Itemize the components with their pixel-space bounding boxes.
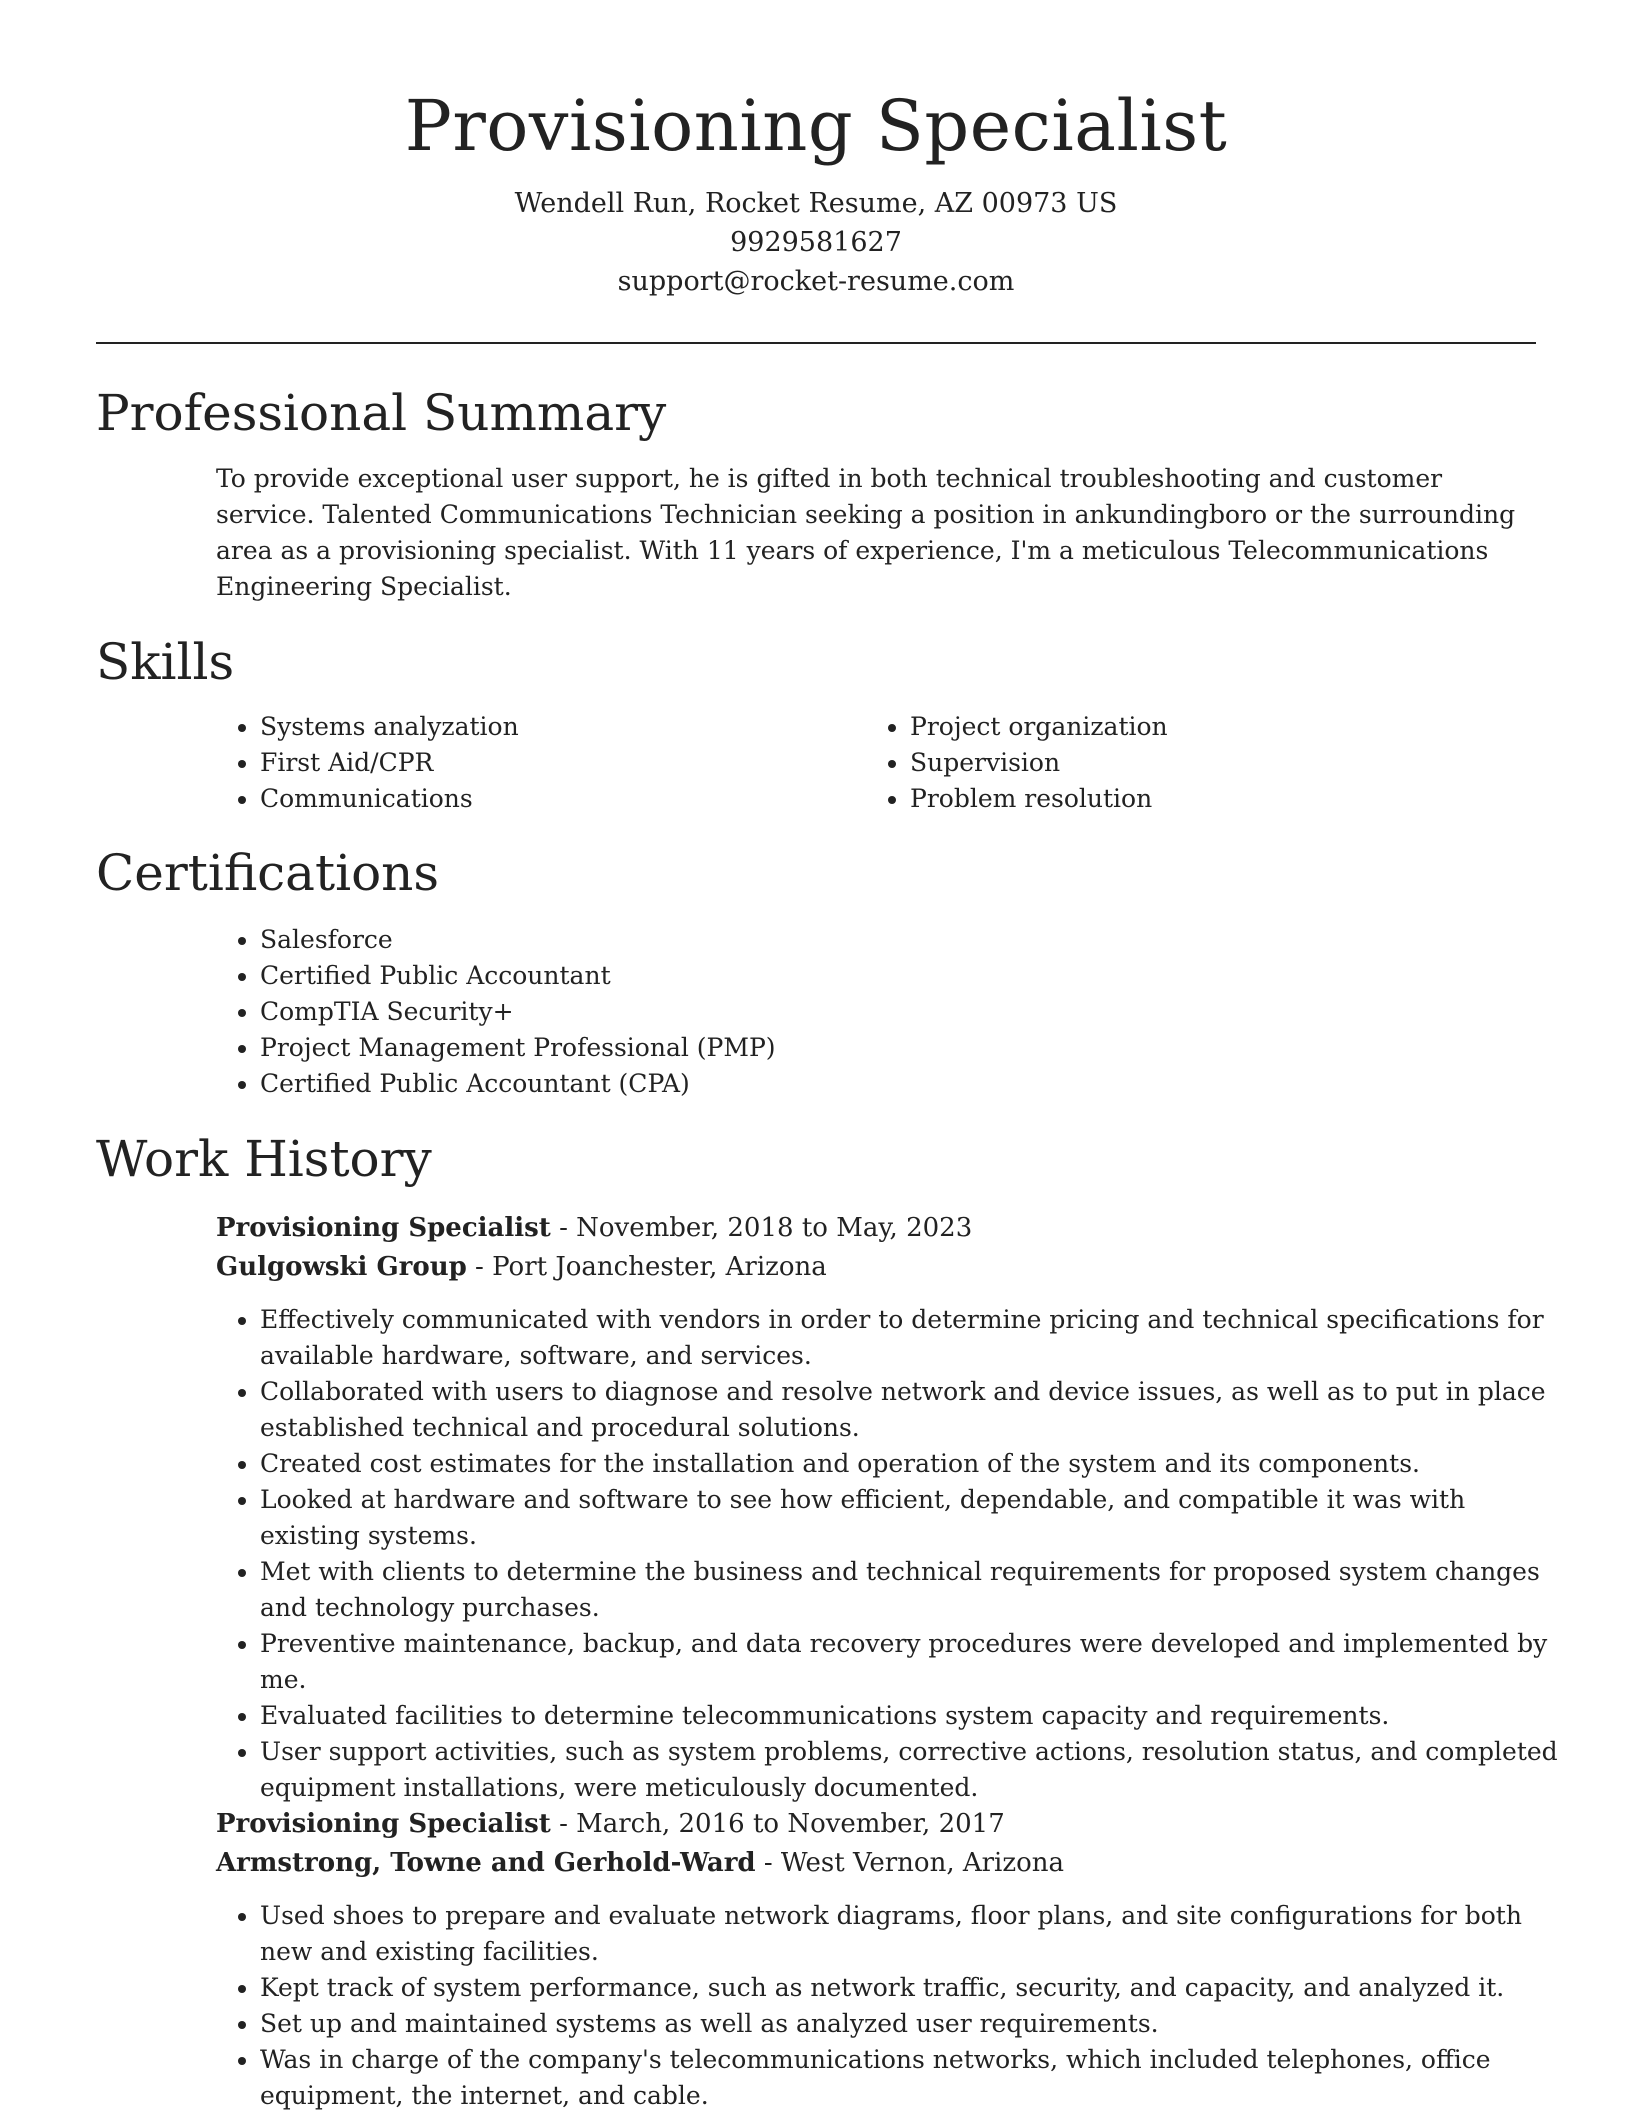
skill-item: • Systems analyzation — [260, 709, 820, 745]
job-responsibilities — [216, 1302, 1560, 1806]
certification-item: • Salesforce — [260, 922, 1560, 958]
summary-heading: Professional Summary — [96, 384, 667, 442]
job-company: Armstrong, Towne and Gerhold-Ward — [216, 1848, 756, 1878]
certification-item: • CompTIA Security+ — [260, 994, 1560, 1030]
responsibility-item: • Looked at hardware and software to see how efficient, dependable, and compatible it was with existing systems. — [260, 1482, 1560, 1554]
responsibility-item: • Evaluated facilities to determine telecommunications system capacity and requirements. — [260, 1698, 1560, 1734]
skills-list-right — [866, 709, 1510, 817]
responsibility-item: • Collaborated with users to diagnose and resolve network and device issues, as well as to put in place established technical and procedural solutions. — [260, 1374, 1560, 1446]
skill-item: • Communications — [260, 781, 820, 817]
job-title-line — [216, 1208, 972, 1248]
email: support@rocket-resume.com — [617, 266, 1015, 297]
address: Wendell Run, Rocket Resume, AZ 00973 US — [514, 188, 1118, 219]
responsibility-item: • Set up and maintained systems as well as analyzed user requirements. — [260, 2006, 1560, 2042]
responsibility-item: • Created cost estimates for the installation and operation of the system and its components. — [260, 1446, 1560, 1482]
summary-text: To provide exceptional user support, he is gifted in both technical troubleshooting and customer service. Talented Communications Technician seeking a position in ankundingboro or the surrounding area as a provisioning specialist. With 11 years of experience, I'm a meticulous Telecommunications Engineering Specialist. — [216, 464, 1516, 601]
job-role: Provisioning Specialist — [216, 1213, 551, 1243]
job-location: - Port Joanchester, Arizona — [466, 1252, 827, 1282]
certifications-heading: Certifications — [96, 844, 440, 902]
job-company: Gulgowski Group — [216, 1252, 467, 1282]
job-responsibilities — [216, 1898, 1560, 2114]
skill-item: • Problem resolution — [910, 781, 1510, 817]
responsibility-item: • User support activities, such as system problems, corrective actions, resolution status, and completed equipment installations, were meticulously documented. — [260, 1734, 1560, 1806]
work-history-heading: Work History — [96, 1130, 432, 1188]
skill-item: • First Aid/CPR — [260, 745, 820, 781]
header-divider — [96, 342, 1536, 344]
job-dates: - November, 2018 to May, 2023 — [550, 1213, 973, 1243]
certifications-list — [216, 922, 1560, 1102]
job-location: - West Vernon, Arizona — [755, 1848, 1064, 1878]
resume-header — [96, 78, 1536, 301]
certification-item: • Certified Public Accountant — [260, 958, 1560, 994]
certification-item: • Certified Public Accountant (CPA) — [260, 1066, 1560, 1102]
responsibility-item: • Was in charge of the company's telecommunications networks, which included telephones, office equipment, the internet, and cable. — [260, 2042, 1560, 2114]
skills-list-left — [216, 709, 820, 817]
responsibility-item: • Preventive maintenance, backup, and data recovery procedures were developed and implemented by me. — [260, 1626, 1560, 1698]
candidate-title: Provisioning Specialist — [404, 85, 1228, 167]
phone: 9929581627 — [730, 227, 902, 258]
job-role: Provisioning Specialist — [216, 1809, 551, 1839]
skills-heading: Skills — [96, 633, 235, 691]
job-title-line — [216, 1804, 1005, 1844]
skill-item: • Project organization — [910, 709, 1510, 745]
job-company-line — [216, 1247, 827, 1287]
job-company-line — [216, 1843, 1064, 1883]
job-dates: - March, 2016 to November, 2017 — [550, 1809, 1005, 1839]
responsibility-item: • Kept track of system performance, such as network traffic, security, and capacity, and analyzed it. — [260, 1970, 1560, 2006]
responsibility-item: • Used shoes to prepare and evaluate network diagrams, floor plans, and site configurations for both new and existing facilities. — [260, 1898, 1560, 1970]
certification-item: • Project Management Professional (PMP) — [260, 1030, 1560, 1066]
responsibility-item: • Effectively communicated with vendors in order to determine pricing and technical specifications for available hardware, software, and services. — [260, 1302, 1560, 1374]
skill-item: • Supervision — [910, 745, 1510, 781]
responsibility-item: • Met with clients to determine the business and technical requirements for proposed system changes and technology purchases. — [260, 1554, 1560, 1626]
